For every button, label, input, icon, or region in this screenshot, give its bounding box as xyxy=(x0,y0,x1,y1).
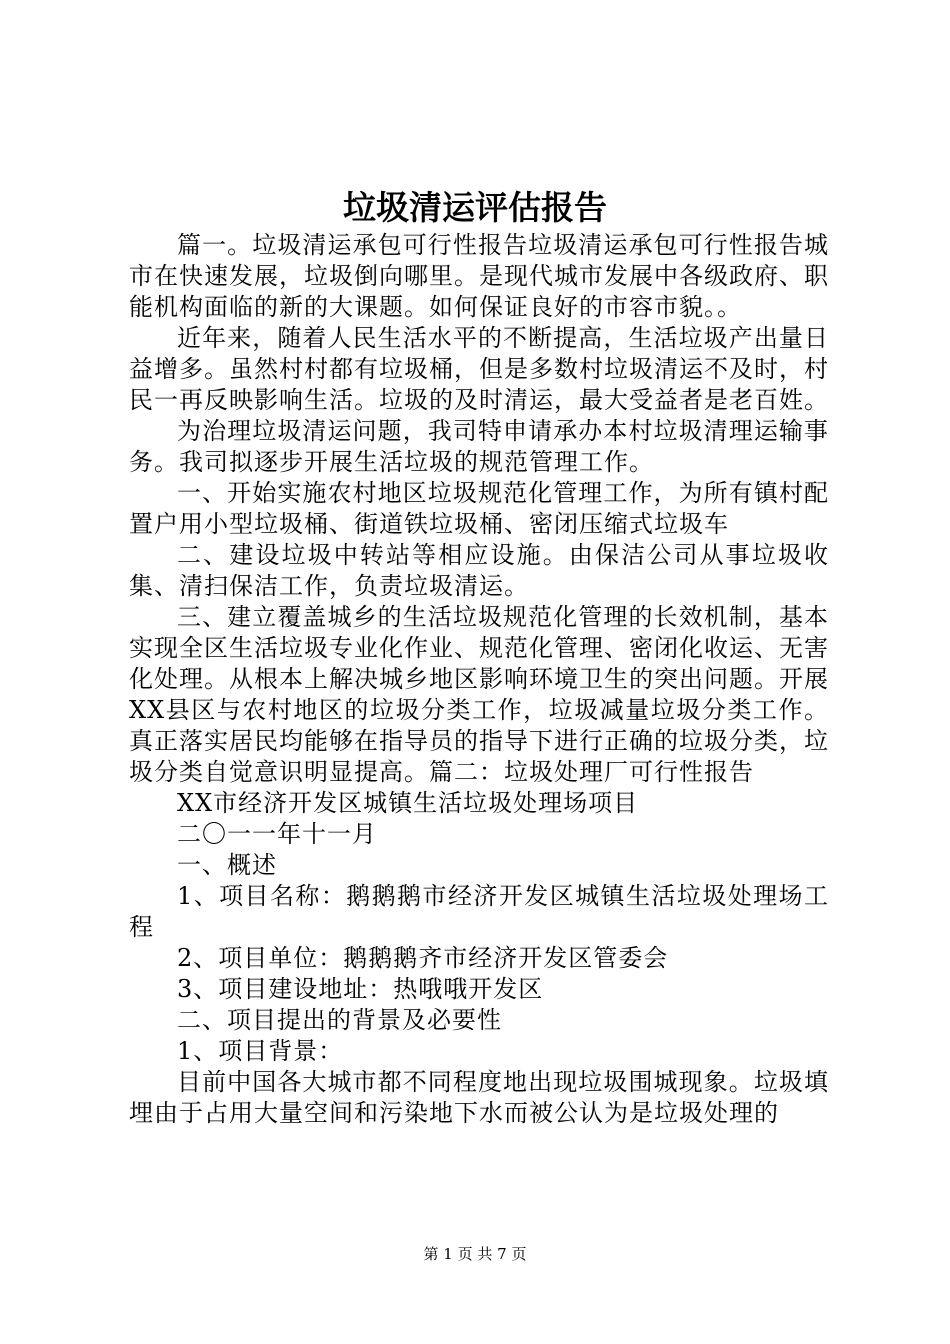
project-heading: XX市经济开发区城镇生活垃圾处理场项目 xyxy=(177,789,639,817)
project-background-label: 1、项目背景： xyxy=(177,1037,344,1065)
page-number-footer: 第 1 页 共 7 页 xyxy=(423,1245,527,1263)
document-title: 垃圾清运评估报告 xyxy=(343,188,607,227)
paragraph-item-one: 一、开始实施农村地区垃圾规范化管理工作，为所有镇村配置户用小型垃圾桶、街道铁垃圾桶、密闭压缩式垃圾车 xyxy=(129,479,829,538)
project-name-line: 1、项目名称：鹅鹅鹅市经济开发区城镇生活垃圾处理场工程 xyxy=(129,882,829,941)
paragraph-background: 近年来，随着人民生活水平的不断提高，生活垃圾产出量日益增多。虽然村村都有垃圾桶，但是多数村垃圾清运不及时，村民一再反映影响生活。垃圾的及时清运，最大受益者是老百姓。 xyxy=(129,324,829,414)
project-address-line: 3、项目建设地址：热哦哦开发区 xyxy=(177,975,544,1003)
document-body xyxy=(129,230,829,1129)
paragraph-intro: 篇一。垃圾清运承包可行性报告垃圾清运承包可行性报告城市在快速发展，垃圾倒向哪里。是现代城市发展中各级政府、职能机构面临的新的大课题。如何保证良好的市容市貌。。 xyxy=(129,231,829,321)
paragraph-application: 为治理垃圾清运问题，我司特申请承办本村垃圾清理运输事务。我司拟逐步开展生活垃圾的规范管理工作。 xyxy=(129,417,829,476)
section-background-heading: 二、项目提出的背景及必要性 xyxy=(177,1006,502,1034)
paragraph-item-three: 三、建立覆盖城乡的生活垃圾规范化管理的长效机制，基本实现全区生活垃圾专业化作业、规范化管理、密闭化收运、无害化处理。从根本上解决城乡地区影响环境卫生的突出问题。开展XX县区与农村地区的垃圾分类工作，垃圾减量垃圾分类工作。真正落实居民均能够在指导员的指导下进行正确的垃圾分类，垃圾分类自觉意识明显提高。篇二：垃圾处理厂可行性报告 xyxy=(129,603,829,786)
paragraph-item-two: 二、建设垃圾中转站等相应设施。由保洁公司从事垃圾收集、清扫保洁工作，负责垃圾清运。 xyxy=(129,541,829,600)
paragraph-landfill: 目前中国各大城市都不同程度地出现垃圾围城现象。垃圾填埋由于占用大量空间和污染地下水而被公认为是垃圾处理的 xyxy=(129,1068,829,1127)
project-unit-line: 2、项目单位：鹅鹅鹅齐市经济开发区管委会 xyxy=(177,944,669,972)
project-date: 二〇一一年十一月 xyxy=(177,820,377,848)
section-overview-heading: 一、概述 xyxy=(177,851,277,879)
